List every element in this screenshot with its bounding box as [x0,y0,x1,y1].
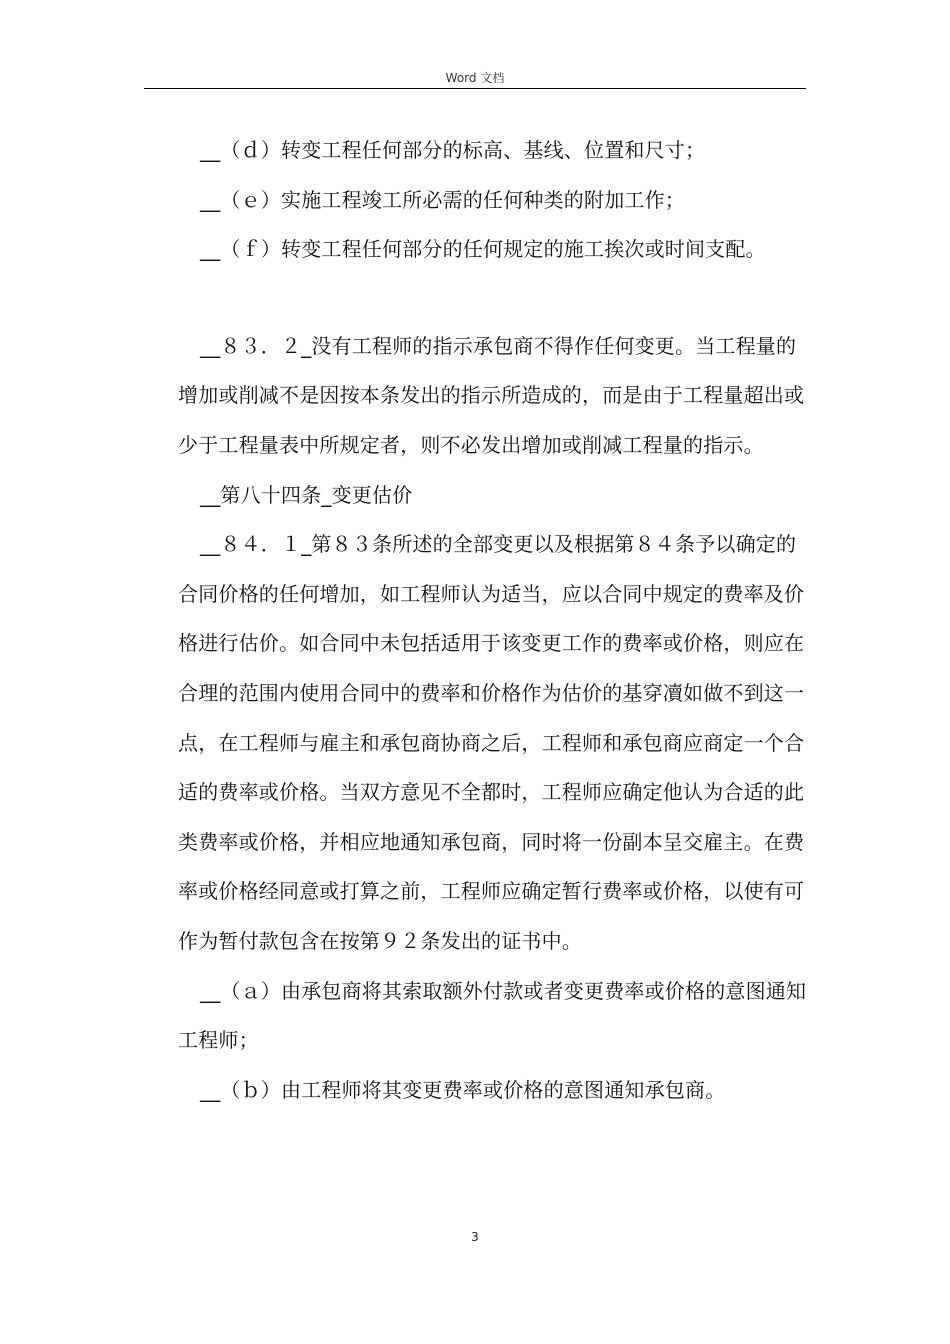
clause-d [178,126,810,176]
clause-83-2-text: __８３．２_没有工程师的指示承包商不得作任何变更。当工程量的增加或削减不是因按本条发出的指示所造成的，而是由于工程量超出或少于工程量表中所规定者，则不必发出增加或削减工程量的指示。 [178,333,805,457]
header-divider [144,88,806,89]
clause-f [178,225,810,275]
article-84-heading [178,471,810,521]
clause-e [178,176,810,226]
clause-b [178,1066,810,1116]
clause-84-1 [178,520,810,966]
document-body [178,126,810,1115]
clause-83-2 [178,322,810,471]
clause-d-text: __（ｄ）转变工程任何部分的标高、基线、位置和尺寸； [200,138,706,162]
page-header: Word 文档 [445,71,505,85]
clause-e-text: __（ｅ）实施工程竣工所必需的任何种类的附加工作； [200,187,685,212]
clause-f-text: __（ｆ）转变工程任何部分的任何规定的施工挨次或时间支配。 [200,237,766,262]
clause-b-text: __（ｂ）由工程师将其变更费率或价格的意图通知承包商。 [200,1077,726,1102]
paragraph-spacer [178,275,810,322]
clause-a [178,967,810,1066]
clause-84-1-text: __８４．１_第８３条所述的全部变更以及根据第８４条予以确定的合同价格的任何增加，如工程师认为适当，应以合同中规定的费率及价格进行估价。如合同中未包括适用于该变更工作的费率或价格，则应在合理的范围内使用合同中的费率和价格作为估价的基穿凟如做不到这一点，在工程师与雇主和承包商协商之后，工程师和承包商应商定一个合适的费率或价格。当双方意见不全都时，工程师应确定他认为合适的此类费率或价格，并相应地通知承包商，同时将一份副本呈交雇主。在费率或价格经同意或打算之前，工程师应确定暂行费率或价格，以使有可作为暂付款包含在按第９２条发出的证书中。 [178,532,805,953]
clause-a-text: __（ａ）由承包商将其索取额外付款或者变更费率或价格的意图通知工程师； [178,978,807,1053]
page-number: 3 [471,1230,479,1244]
article-84-heading-text: __第八十四条_变更估价 [200,482,413,507]
